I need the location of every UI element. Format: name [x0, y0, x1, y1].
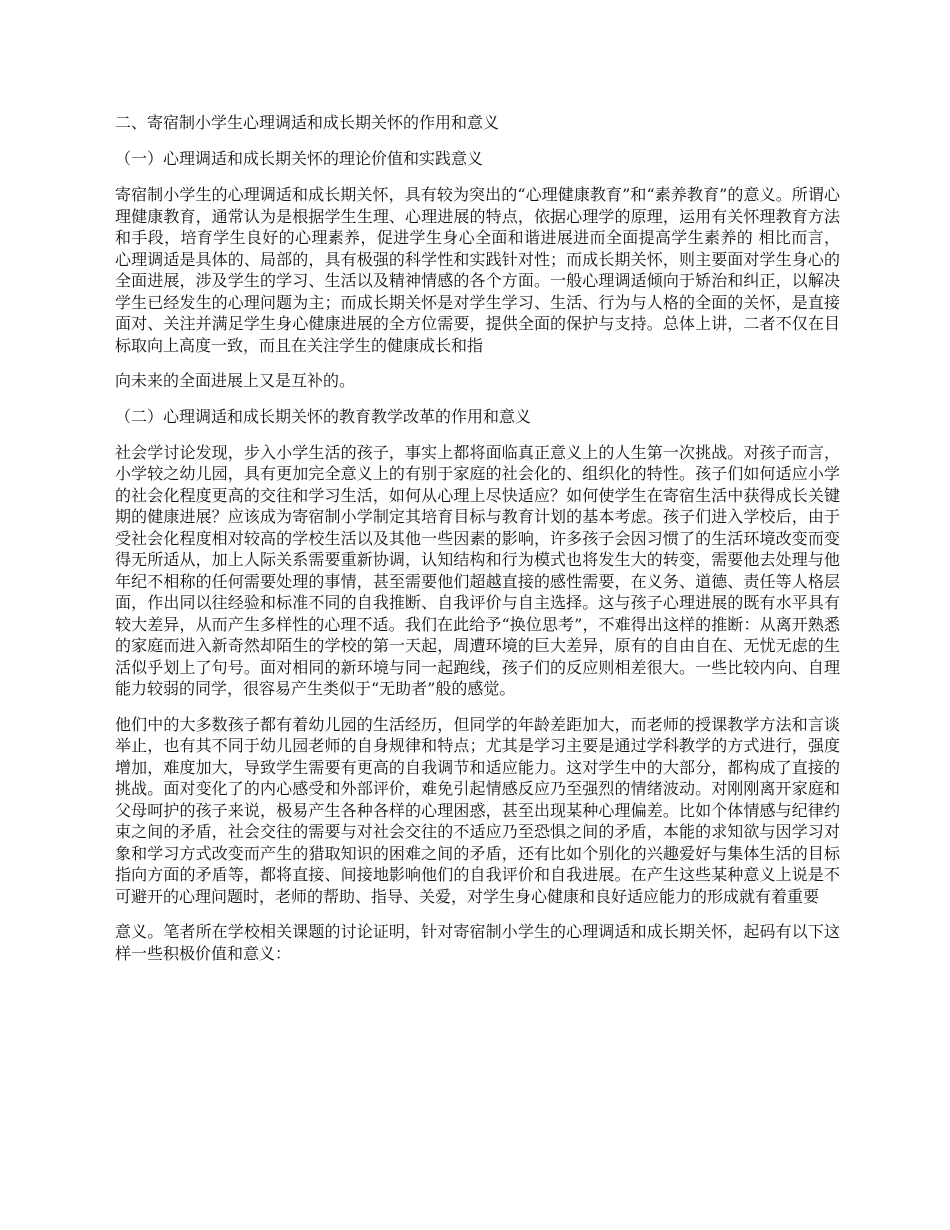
paragraph-3: 社会学讨论发现，步入小学生活的孩子，事实上都将面临真正意义上的人生第一次挑战。对孩子而言，小学较之幼儿园，具有更加完全意义上的有别于家庭的社会化的、组织化的特性。孩子们如何适应小学的社会化程度更高的交往和学习生活，如何从心理上尽快适应？如何使学生在寄宿生活中获得成长关键期的健康进展？应该成为寄宿制小学制定其培育目标与教育计划的基本考虑。孩子们进入学校后，由于受社会化程度相对较高的学校生活以及其他一些因素的影响，许多孩子会因习惯了的生活环境改变而变得无所适从，加上人际关系需要重新协调，认知结构和行为模式也将发生大的转变，需要他去处理与他年纪不相称的任何需要处理的事情，甚至需要他们超越直接的感性需要，在义务、道德、责任等人格层面，作出同以往经验和标准不同的自我推断、自我评价与自主选择。这与孩子心理进展的既有水平具有较大差异，从而产生多样性的心理不适。我们在此给予“换位思考”，不难得出这样的推断：从离开熟悉的家庭而进入新奇然却陌生的学校的第一天起，周遭环境的巨大差异，原有的自由自在、无忧无虑的生活似乎划上了句号。面对相同的新环境与同一起跑线，孩子们的反应则相差很大。一些比较内向、自理能力较弱的同学，很容易产生类似于“无助者”般的感觉。 — [115, 442, 840, 698]
paragraph-5: 意义。笔者所在学校相关课题的讨论证明，针对寄宿制小学生的心理调适和成长期关怀，起码有以下这样一些积极价值和意义： — [115, 922, 840, 963]
document-page — [115, 112, 840, 978]
paragraph-2: 向未来的全面进展上又是互补的。 — [115, 371, 356, 390]
section-title: 二、寄宿制小学生心理调适和成长期关怀的作用和意义 — [115, 113, 500, 132]
paragraph-4: 他们中的大多数孩子都有着幼儿园的生活经历，但同学的年龄差距加大，而老师的授课教学方法和言谈举止，也有其不同于幼儿园老师的自身规律和特点；尤其是学习主要是通过学科教学的方式进行，强度增加，难度加大，导致学生需要有更高的自我调节和适应能力。这对学生中的大部分，都构成了直接的挑战。面对变化了的内心感受和外部评价，难免引起情感反应乃至强烈的情绪波动。对刚刚离开家庭和父母呵护的孩子来说，极易产生各种各样的心理困惑，甚至出现某种心理偏差。比如个体情感与纪律约束之间的矛盾，社会交往的需要与对社会交往的不适应乃至恐惧之间的矛盾，本能的求知欲与因学习对象和学习方式改变而产生的猎取知识的困难之间的矛盾，还有比如个别化的兴趣爱好与集体生活的目标指向方面的矛盾等，都将直接、间接地影响他们的自我评价和自我进展。在产生这些某种意义上说是不可避开的心理问题时，老师的帮助、指导、关爱，对学生身心健康和良好适应能力的形成就有着重要 — [115, 714, 840, 906]
paragraph-1: 寄宿制小学生的心理调适和成长期关怀，具有较为突出的“心理健康教育”和“素养教育”的意义。所谓心理健康教育，通常认为是根据学生生理、心理进展的特点，依据心理学的原理，运用有关怀理教育方法和手段，培育学生良好的心理素养，促进学生身心全面和谐进展进而全面提高学生素养的 相比而言，心理调适是具体的、局部的，具有极强的科学性和实践针对性；而成长期关怀，则主要面对学生身心的全面进展，涉及学生的学习、生活以及精神情感的各个方面。一般心理调适倾向于矫治和纠正，以解决学生已经发生的心理问题为主；而成长期关怀是对学生学习、生活、行为与人格的全面的关怀，是直接面对、关注并满足学生身心健康进展的全方位需要，提供全面的保护与支持。总体上讲，二者不仅在目标取向上高度一致，而且在关注学生的健康成长和指 — [115, 185, 840, 355]
subsection-1-title: （一）心理调适和成长期关怀的理论价值和实践意义 — [115, 149, 484, 168]
subsection-2-title: （二）心理调适和成长期关怀的教育教学改革的作用和意义 — [115, 406, 532, 426]
